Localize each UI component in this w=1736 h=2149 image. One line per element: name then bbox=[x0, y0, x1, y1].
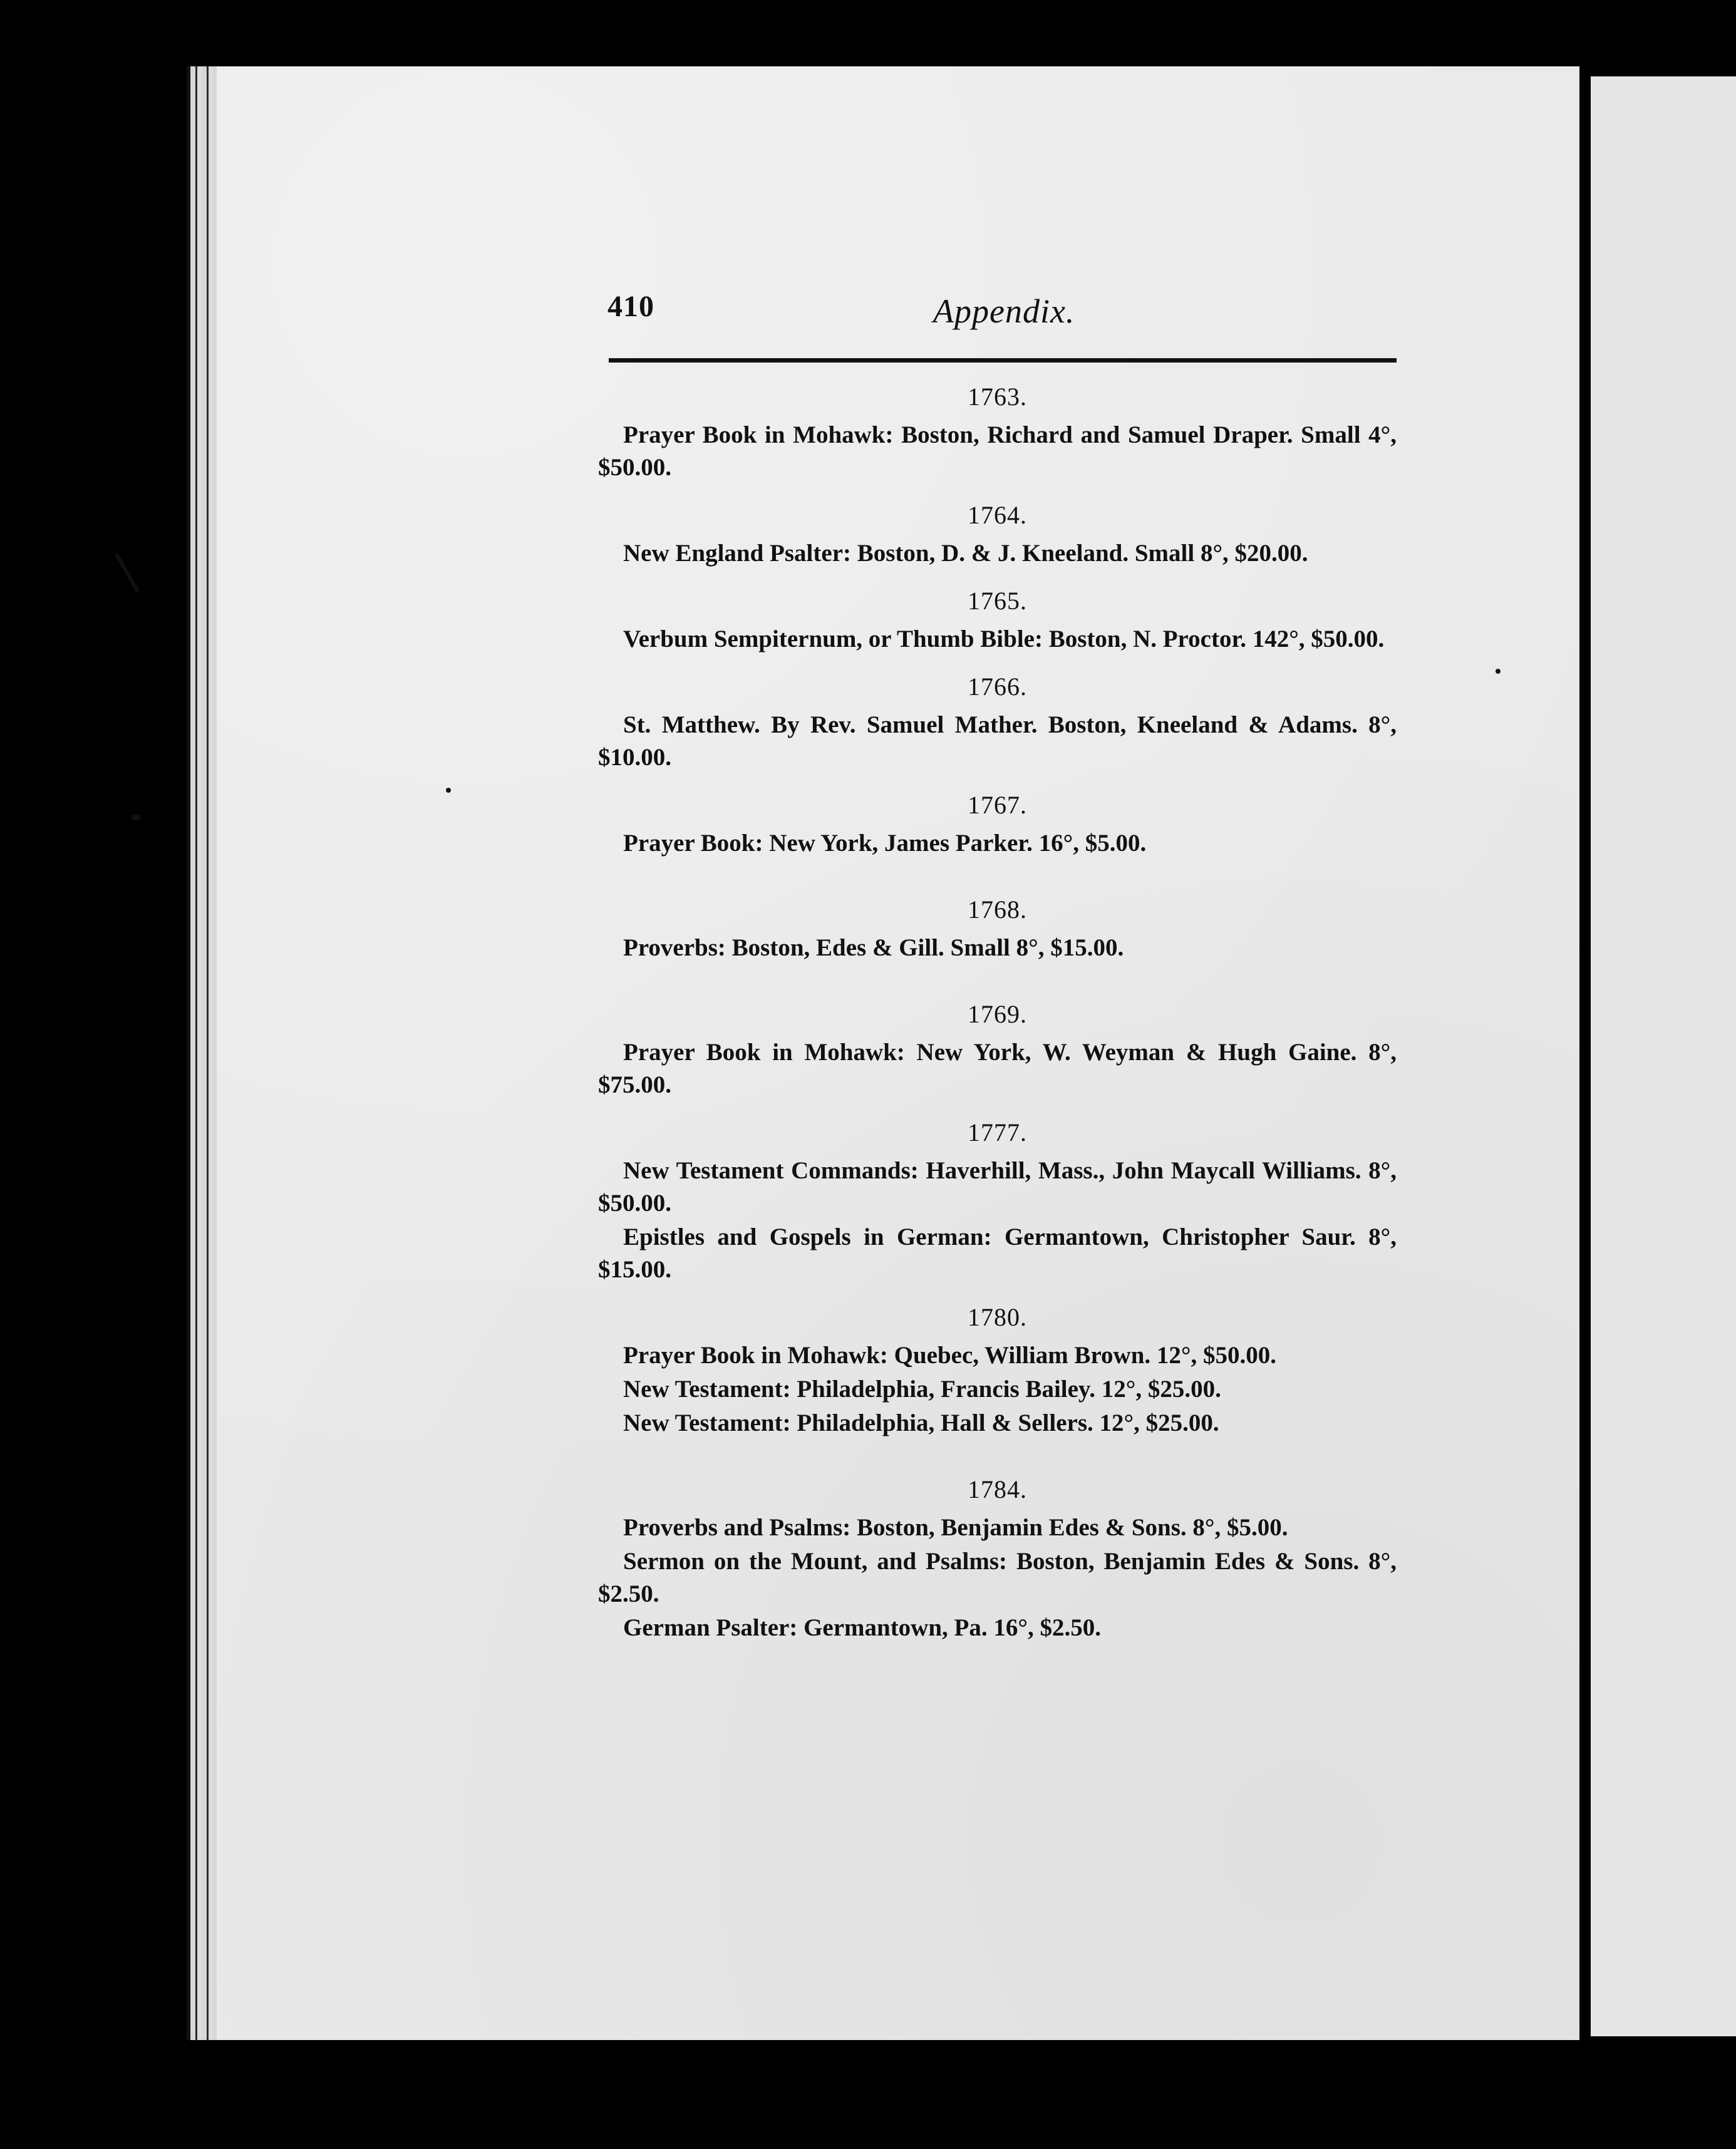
paper-speck bbox=[115, 553, 140, 593]
entry: New Testament: Philadelphia, Hall & Sellers. 12°, $25.00. bbox=[623, 1409, 1219, 1436]
entry: Sermon on the Mount, and Psalms: Boston, Benjamin Edes & Sons. 8°, $2.50. bbox=[598, 1548, 1397, 1607]
year-heading: 1769. bbox=[968, 1000, 1027, 1028]
entry: Verbum Sempiternum, or Thumb Bible: Boston, N. Proctor. 142°, $50.00. bbox=[623, 626, 1385, 652]
year-heading: 1777. bbox=[968, 1118, 1027, 1147]
year-heading: 1764. bbox=[968, 501, 1027, 529]
paper-speck bbox=[446, 788, 451, 793]
entry: New Testament Commands: Haverhill, Mass., John Maycall Williams. 8°, $50.00. bbox=[598, 1157, 1397, 1217]
page-stack-edge bbox=[187, 66, 217, 2040]
year-heading: 1768. bbox=[968, 895, 1027, 924]
header-rule bbox=[609, 358, 1397, 363]
entry: Proverbs: Boston, Edes & Gill. Small 8°, $15.00. bbox=[623, 934, 1124, 961]
entry: Prayer Book in Mohawk: Boston, Richard and Samuel Draper. Small 4°, $50.00. bbox=[598, 421, 1397, 481]
year-heading: 1784. bbox=[968, 1475, 1027, 1503]
year-heading: 1767. bbox=[968, 791, 1027, 819]
running-head bbox=[607, 289, 1397, 339]
facing-page-edge bbox=[1591, 76, 1736, 2036]
year-heading: 1766. bbox=[968, 673, 1027, 701]
paper-speck bbox=[132, 814, 140, 820]
entry: New England Psalter: Boston, D. & J. Kneeland. Small 8°, $20.00. bbox=[623, 540, 1308, 567]
entry: Epistles and Gospels in German: Germantown, Christopher Saur. 8°, $15.00. bbox=[598, 1224, 1397, 1283]
entry: New Testament: Philadelphia, Francis Bailey. 12°, $25.00. bbox=[623, 1376, 1221, 1403]
entry: St. Matthew. By Rev. Samuel Mather. Boston, Kneeland & Adams. 8°, $10.00. bbox=[598, 711, 1397, 771]
year-heading: 1765. bbox=[968, 587, 1027, 615]
year-heading: 1763. bbox=[968, 383, 1027, 411]
entry: Proverbs and Psalms: Boston, Benjamin Edes & Sons. 8°, $5.00. bbox=[623, 1514, 1288, 1541]
running-title: Appendix. bbox=[933, 292, 1075, 330]
entry: Prayer Book: New York, James Parker. 16°, $5.00. bbox=[623, 830, 1147, 857]
page-number: 410 bbox=[607, 290, 654, 323]
entry: Prayer Book in Mohawk: New York, W. Weyman & Hugh Gaine. 8°, $75.00. bbox=[598, 1039, 1397, 1098]
paper-speck bbox=[1496, 669, 1501, 674]
entry: Prayer Book in Mohawk: Quebec, William Brown. 12°, $50.00. bbox=[623, 1342, 1277, 1369]
entries-list bbox=[598, 382, 1397, 1646]
entry: German Psalter: Germantown, Pa. 16°, $2.50. bbox=[623, 1614, 1101, 1641]
year-heading: 1780. bbox=[968, 1303, 1027, 1331]
